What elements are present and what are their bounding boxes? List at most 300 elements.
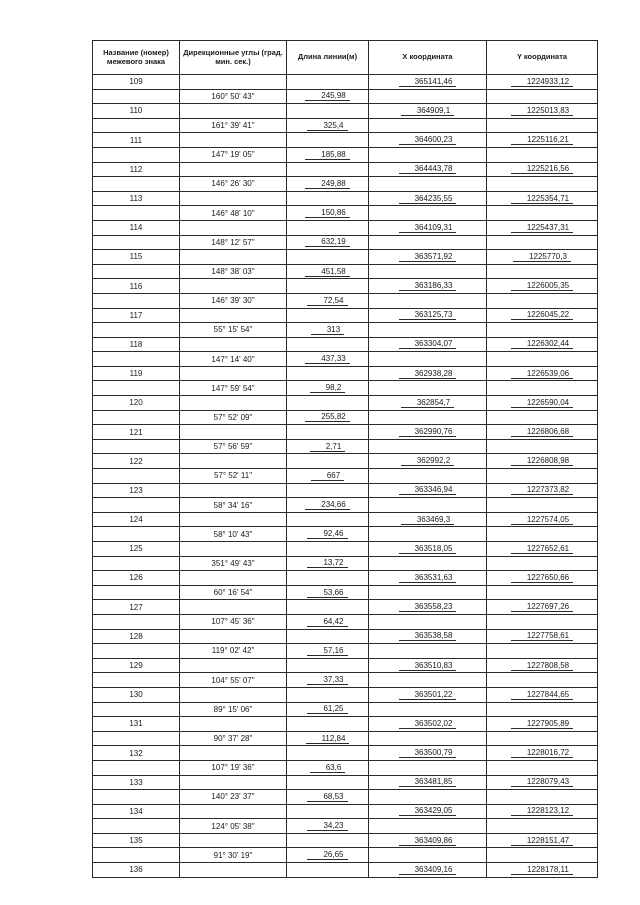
segment-x-empty <box>369 264 487 279</box>
point-length-empty <box>287 804 369 819</box>
point-y <box>487 833 598 848</box>
segment-row <box>93 644 598 659</box>
point-name <box>93 833 180 848</box>
point-x <box>369 571 487 586</box>
segment-angle <box>180 206 287 221</box>
point-x-value: 363409,16 <box>399 865 457 875</box>
segment-angle <box>180 89 287 104</box>
point-length-empty <box>287 162 369 177</box>
point-x-value: 363571,92 <box>399 252 457 262</box>
point-angle-empty <box>180 308 287 323</box>
point-name-value: 136 <box>129 865 143 875</box>
segment-x-empty <box>369 585 487 600</box>
point-length-empty <box>287 629 369 644</box>
point-y <box>487 75 598 90</box>
point-row <box>93 366 598 381</box>
segment-length <box>287 644 369 659</box>
point-name-value: 133 <box>129 777 143 787</box>
segment-length <box>287 118 369 133</box>
segment-name-empty <box>93 469 180 484</box>
point-name-value: 124 <box>129 515 143 525</box>
point-name-value: 135 <box>129 836 143 846</box>
segment-angle-value: 146° 39' 30" <box>211 296 255 306</box>
segment-row <box>93 848 598 863</box>
point-length-empty <box>287 600 369 615</box>
point-row <box>93 863 598 878</box>
point-name-value: 119 <box>129 369 143 379</box>
segment-length-value: 325,4 <box>307 121 347 131</box>
segment-name-empty <box>93 644 180 659</box>
point-x <box>369 804 487 819</box>
point-row <box>93 600 598 615</box>
point-x <box>369 366 487 381</box>
segment-length <box>287 731 369 746</box>
point-name <box>93 191 180 206</box>
point-x <box>369 833 487 848</box>
point-row <box>93 279 598 294</box>
point-x-value: 362854,7 <box>401 398 454 408</box>
segment-angle <box>180 323 287 338</box>
segment-row <box>93 206 598 221</box>
point-angle-empty <box>180 220 287 235</box>
segment-angle-value: 107° 19' 36" <box>211 763 255 773</box>
point-angle-empty <box>180 396 287 411</box>
segment-x-empty <box>369 556 487 571</box>
segment-length-value: 64,42 <box>307 617 347 627</box>
point-angle-empty <box>180 658 287 673</box>
point-y <box>487 512 598 527</box>
segment-length <box>287 323 369 338</box>
segment-row <box>93 410 598 425</box>
point-x <box>369 75 487 90</box>
point-angle-empty <box>180 133 287 148</box>
segment-length-value: 667 <box>311 471 344 481</box>
point-y-value: 1224933,12 <box>511 77 573 87</box>
point-length-empty <box>287 366 369 381</box>
point-length-empty <box>287 425 369 440</box>
segment-length <box>287 585 369 600</box>
segment-angle-value: 60° 16' 54" <box>213 588 253 598</box>
segment-length <box>287 293 369 308</box>
segment-row <box>93 760 598 775</box>
segment-row <box>93 790 598 805</box>
point-length-empty <box>287 571 369 586</box>
segment-length <box>287 206 369 221</box>
point-y-value: 1228123,12 <box>511 806 573 816</box>
segment-y-empty <box>487 352 598 367</box>
point-y-value: 1227652,61 <box>511 544 573 554</box>
segment-length-value: 13,72 <box>307 558 347 568</box>
point-angle-empty <box>180 629 287 644</box>
segment-angle-value: 58° 34' 16" <box>213 500 253 510</box>
point-x <box>369 337 487 352</box>
segment-length <box>287 614 369 629</box>
segment-angle-value: 146° 26' 30" <box>211 179 255 189</box>
point-x-value: 364600,23 <box>399 135 457 145</box>
point-name <box>93 279 180 294</box>
segment-x-empty <box>369 819 487 834</box>
point-x-value: 363538,58 <box>399 631 457 641</box>
segment-length <box>287 235 369 250</box>
point-x <box>369 104 487 119</box>
point-x-value: 363518,05 <box>399 544 457 554</box>
point-angle-empty <box>180 75 287 90</box>
segment-angle <box>180 702 287 717</box>
point-name <box>93 629 180 644</box>
point-row <box>93 104 598 119</box>
segment-y-empty <box>487 644 598 659</box>
point-name <box>93 162 180 177</box>
point-length-empty <box>287 454 369 469</box>
segment-name-empty <box>93 89 180 104</box>
point-name <box>93 220 180 235</box>
segment-length-value: 26,65 <box>307 850 347 860</box>
point-y <box>487 454 598 469</box>
segment-angle-value: 146° 48' 10" <box>211 208 255 218</box>
segment-length-value: 92,46 <box>307 529 347 539</box>
point-y-value: 1226539,06 <box>511 369 573 379</box>
segment-angle-value: 124° 05' 38" <box>211 821 255 831</box>
point-y-value: 1228016,72 <box>511 748 573 758</box>
point-angle-empty <box>180 279 287 294</box>
point-name <box>93 600 180 615</box>
point-name-value: 126 <box>129 573 143 583</box>
segment-angle <box>180 147 287 162</box>
point-y-value: 1227905,89 <box>511 719 573 729</box>
point-y <box>487 337 598 352</box>
point-row <box>93 542 598 557</box>
point-x <box>369 191 487 206</box>
segment-angle-value: 148° 38' 03" <box>211 267 255 277</box>
point-angle-empty <box>180 775 287 790</box>
segment-angle <box>180 556 287 571</box>
point-angle-empty <box>180 250 287 265</box>
segment-length <box>287 89 369 104</box>
segment-angle-value: 58° 10' 43" <box>213 529 253 539</box>
point-angle-empty <box>180 804 287 819</box>
segment-length-value: 57,16 <box>307 646 347 656</box>
point-x <box>369 133 487 148</box>
segment-length-value: 437,33 <box>305 354 349 364</box>
segment-length-value: 98,2 <box>310 383 346 393</box>
point-angle-empty <box>180 687 287 702</box>
segment-x-empty <box>369 293 487 308</box>
point-x <box>369 717 487 732</box>
point-row <box>93 337 598 352</box>
point-y-value: 1227574,05 <box>511 515 573 525</box>
point-length-empty <box>287 191 369 206</box>
point-x <box>369 629 487 644</box>
point-length-empty <box>287 658 369 673</box>
segment-y-empty <box>487 498 598 513</box>
segment-y-empty <box>487 702 598 717</box>
point-y <box>487 687 598 702</box>
point-angle-empty <box>180 366 287 381</box>
point-x <box>369 775 487 790</box>
segment-row <box>93 89 598 104</box>
point-x-value: 363510,83 <box>399 661 457 671</box>
segment-length-value: 63,6 <box>310 763 346 773</box>
segment-x-empty <box>369 644 487 659</box>
point-x-value: 363558,23 <box>399 602 457 612</box>
point-name <box>93 775 180 790</box>
segment-name-empty <box>93 702 180 717</box>
segment-name-empty <box>93 498 180 513</box>
point-name-value: 117 <box>129 310 143 320</box>
point-name <box>93 746 180 761</box>
segment-angle <box>180 673 287 688</box>
point-name-value: 132 <box>129 748 143 758</box>
segment-name-empty <box>93 118 180 133</box>
point-y <box>487 250 598 265</box>
segment-angle <box>180 848 287 863</box>
point-y <box>487 658 598 673</box>
segment-length-value: 2,71 <box>310 442 346 452</box>
point-name-value: 116 <box>129 281 143 291</box>
point-y <box>487 104 598 119</box>
segment-name-empty <box>93 381 180 396</box>
segment-x-empty <box>369 469 487 484</box>
segment-x-empty <box>369 673 487 688</box>
point-row <box>93 833 598 848</box>
segment-y-empty <box>487 673 598 688</box>
segment-length-value: 234,66 <box>305 500 349 510</box>
point-x-value: 363186,33 <box>399 281 457 291</box>
segment-row <box>93 323 598 338</box>
point-name-value: 125 <box>129 544 143 554</box>
segment-length <box>287 790 369 805</box>
point-name <box>93 571 180 586</box>
segment-name-empty <box>93 819 180 834</box>
point-angle-empty <box>180 104 287 119</box>
point-x <box>369 279 487 294</box>
segment-length <box>287 410 369 425</box>
point-length-empty <box>287 75 369 90</box>
segment-angle-value: 57° 52' 09" <box>213 412 253 422</box>
segment-y-empty <box>487 469 598 484</box>
segment-x-empty <box>369 118 487 133</box>
segment-row <box>93 352 598 367</box>
segment-length <box>287 439 369 454</box>
point-y <box>487 162 598 177</box>
segment-angle-value: 104° 55' 07" <box>211 675 255 685</box>
point-y-value: 1225354,71 <box>511 194 573 204</box>
point-row <box>93 308 598 323</box>
point-name-value: 128 <box>129 631 143 641</box>
segment-y-empty <box>487 819 598 834</box>
segment-angle-value: 160° 50' 43" <box>211 91 255 101</box>
segment-name-empty <box>93 848 180 863</box>
segment-x-empty <box>369 147 487 162</box>
segment-angle-value: 147° 59' 54" <box>211 383 255 393</box>
segment-x-empty <box>369 498 487 513</box>
header-y: Y координата <box>487 41 598 75</box>
point-name-value: 127 <box>129 602 143 612</box>
segment-y-empty <box>487 614 598 629</box>
point-name <box>93 804 180 819</box>
point-name-value: 131 <box>129 719 143 729</box>
point-x-value: 363481,85 <box>399 777 457 787</box>
segment-length <box>287 527 369 542</box>
point-length-empty <box>287 133 369 148</box>
point-y <box>487 746 598 761</box>
segment-angle-value: 57° 52' 11" <box>213 471 253 481</box>
point-row <box>93 571 598 586</box>
segment-name-empty <box>93 206 180 221</box>
point-y <box>487 717 598 732</box>
point-row <box>93 454 598 469</box>
point-row <box>93 687 598 702</box>
segment-length-value: 255,82 <box>305 412 349 422</box>
point-length-empty <box>287 746 369 761</box>
segment-length <box>287 498 369 513</box>
point-angle-empty <box>180 833 287 848</box>
segment-angle-value: 147° 19' 05" <box>211 150 255 160</box>
segment-row <box>93 469 598 484</box>
segment-length-value: 34,23 <box>307 821 347 831</box>
point-name <box>93 483 180 498</box>
point-x-value: 364443,78 <box>399 164 457 174</box>
point-name <box>93 250 180 265</box>
segment-y-empty <box>487 556 598 571</box>
segment-row <box>93 498 598 513</box>
segment-name-empty <box>93 410 180 425</box>
segment-length-value: 72,54 <box>307 296 347 306</box>
segment-length-value: 249,88 <box>305 179 349 189</box>
segment-angle-value: 161° 39' 41" <box>211 121 255 131</box>
point-y <box>487 425 598 440</box>
point-name <box>93 863 180 878</box>
segment-name-empty <box>93 323 180 338</box>
point-length-empty <box>287 337 369 352</box>
point-y <box>487 279 598 294</box>
segment-angle-value: 57° 56' 59" <box>213 442 253 452</box>
point-row <box>93 658 598 673</box>
point-name-value: 118 <box>129 339 143 349</box>
point-name <box>93 308 180 323</box>
point-length-empty <box>287 863 369 878</box>
point-angle-empty <box>180 454 287 469</box>
point-x-value: 363409,86 <box>399 836 457 846</box>
segment-name-empty <box>93 235 180 250</box>
point-y-value: 1227650,66 <box>511 573 573 583</box>
point-name-value: 112 <box>129 164 143 174</box>
point-length-empty <box>287 396 369 411</box>
point-name-value: 129 <box>129 661 143 671</box>
point-name <box>93 717 180 732</box>
segment-row <box>93 702 598 717</box>
segment-x-empty <box>369 527 487 542</box>
segment-y-empty <box>487 760 598 775</box>
segment-length <box>287 760 369 775</box>
point-y-value: 1228079,43 <box>511 777 573 787</box>
segment-x-empty <box>369 206 487 221</box>
point-x-value: 362938,28 <box>399 369 457 379</box>
point-x-value: 363469,3 <box>401 515 454 525</box>
segment-angle <box>180 235 287 250</box>
segment-row <box>93 381 598 396</box>
segment-row <box>93 439 598 454</box>
segment-angle <box>180 293 287 308</box>
point-name-value: 109 <box>129 77 143 87</box>
segment-y-empty <box>487 323 598 338</box>
segment-x-empty <box>369 323 487 338</box>
segment-angle <box>180 410 287 425</box>
point-y-value: 1226045,22 <box>511 310 573 320</box>
point-length-empty <box>287 512 369 527</box>
segment-y-empty <box>487 790 598 805</box>
point-x-value: 363502,02 <box>399 719 457 729</box>
segment-name-empty <box>93 147 180 162</box>
point-y-value: 1227373,82 <box>511 485 573 495</box>
segment-length <box>287 848 369 863</box>
segment-row <box>93 177 598 192</box>
point-y-value: 1227844,65 <box>511 690 573 700</box>
point-length-empty <box>287 717 369 732</box>
point-length-empty <box>287 833 369 848</box>
point-name-value: 130 <box>129 690 143 700</box>
segment-x-empty <box>369 848 487 863</box>
point-x <box>369 658 487 673</box>
point-y-value: 1227808,58 <box>511 661 573 671</box>
segment-length-value: 61,25 <box>307 704 347 714</box>
point-row <box>93 775 598 790</box>
segment-length <box>287 177 369 192</box>
segment-angle-value: 107° 45' 36" <box>211 617 255 627</box>
segment-angle <box>180 527 287 542</box>
segment-length-value: 150,86 <box>305 208 349 218</box>
point-name <box>93 454 180 469</box>
segment-x-empty <box>369 760 487 775</box>
point-x-value: 364909,1 <box>401 106 454 116</box>
point-row <box>93 512 598 527</box>
segment-length-value: 37,33 <box>307 675 347 685</box>
segment-length-value: 112,84 <box>306 734 350 744</box>
point-angle-empty <box>180 746 287 761</box>
segment-row <box>93 614 598 629</box>
segment-angle-value: 148° 12' 57" <box>211 237 255 247</box>
segment-length-value: 185,88 <box>305 150 349 160</box>
segment-length <box>287 147 369 162</box>
table-header-row <box>93 41 598 75</box>
segment-name-empty <box>93 352 180 367</box>
point-angle-empty <box>180 425 287 440</box>
segment-name-empty <box>93 614 180 629</box>
segment-name-empty <box>93 760 180 775</box>
point-angle-empty <box>180 863 287 878</box>
point-row <box>93 629 598 644</box>
segment-name-empty <box>93 264 180 279</box>
header-angle: Дирекционные углы (град. мин. сек.) <box>180 41 287 75</box>
segment-angle <box>180 819 287 834</box>
segment-angle-value: 55° 15' 54" <box>213 325 253 335</box>
segment-length <box>287 469 369 484</box>
segment-angle <box>180 118 287 133</box>
point-x-value: 363500,79 <box>399 748 457 758</box>
point-x <box>369 454 487 469</box>
point-y <box>487 220 598 235</box>
point-y-value: 1225770,3 <box>513 252 571 262</box>
point-name <box>93 425 180 440</box>
segment-y-empty <box>487 439 598 454</box>
segment-name-empty <box>93 177 180 192</box>
segment-length-value: 451,58 <box>305 267 349 277</box>
segment-name-empty <box>93 790 180 805</box>
point-x-value: 363304,07 <box>399 339 457 349</box>
segment-x-empty <box>369 89 487 104</box>
point-row <box>93 717 598 732</box>
point-y-value: 1225116,21 <box>511 135 573 145</box>
